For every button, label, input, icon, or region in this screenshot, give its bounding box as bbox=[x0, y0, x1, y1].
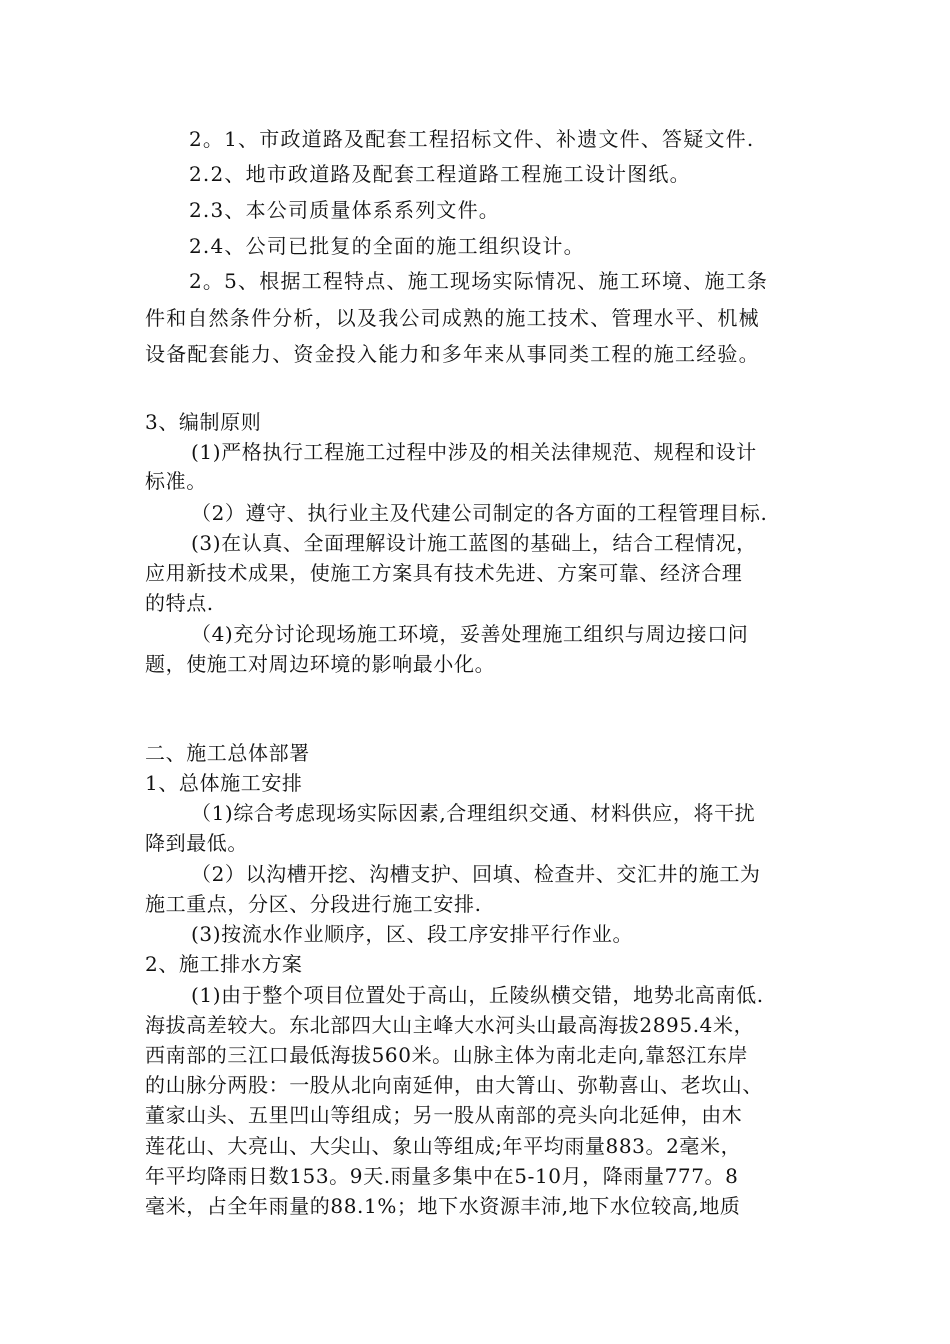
principle-4-line: 题，使施工对周边环境的影响最小化。 bbox=[145, 652, 496, 676]
ref-item-2-2: 2.2、地市政道路及配套工程道路工程施工设计图纸。 bbox=[189, 162, 691, 186]
subheading-drainage-plan: 2、施工排水方案 bbox=[145, 952, 303, 976]
arrangement-1-line: （1)综合考虑现场实际因素,合理组织交通、材料供应，将干扰 bbox=[191, 801, 756, 825]
drainage-1-line: (1)由于整个项目位置处于高山，丘陵纵横交错，地势北高南低. bbox=[191, 983, 764, 1007]
principle-2: （2）遵守、执行业主及代建公司制定的各方面的工程管理目标. bbox=[191, 501, 768, 525]
ref-item-2-5-line: 设备配套能力、资金投入能力和多年来从事同类工程的施工经验。 bbox=[145, 342, 760, 366]
principle-3-line: 应用新技术成果，使施工方案具有技术先进、方案可靠、经济合理 bbox=[145, 561, 743, 585]
arrangement-2-line: 施工重点，分区、分段进行施工安排. bbox=[145, 892, 482, 916]
principle-1-line: (1)严格执行工程施工过程中涉及的相关法律规范、规程和设计 bbox=[191, 440, 757, 464]
section-heading-principles: 3、编制原则 bbox=[145, 410, 262, 434]
principle-3-line: 的特点. bbox=[145, 591, 214, 615]
drainage-1-line: 西南部的三江口最低海拔560米。山脉主体为南北走向,靠怒江东岸 bbox=[145, 1043, 749, 1067]
drainage-1-line: 莲花山、大亮山、大尖山、象山等组成;年平均雨量883。2毫米， bbox=[145, 1134, 742, 1158]
ref-item-2-1: 2。1、市政道路及配套工程招标文件、补遗文件、答疑文件. bbox=[189, 127, 755, 151]
principle-3-line: (3)在认真、全面理解设计施工蓝图的基础上，结合工程情况， bbox=[191, 531, 757, 555]
drainage-1-line: 海拔高差较大。东北部四大山主峰大水河头山最高海拔2895.4米， bbox=[145, 1013, 755, 1037]
subheading-overall-arrangement: 1、总体施工安排 bbox=[145, 771, 303, 795]
arrangement-3: (3)按流水作业顺序，区、段工序安排平行作业。 bbox=[191, 922, 634, 946]
principle-1-line: 标准。 bbox=[145, 469, 207, 493]
ref-item-2-5-line: 件和自然条件分析，以及我公司成熟的施工技术、管理水平、机械 bbox=[145, 306, 760, 330]
section-heading-deployment: 二、施工总体部署 bbox=[145, 741, 310, 765]
drainage-1-line: 的山脉分两股：一股从北向南延伸，由大箐山、弥勒喜山、老坎山、 bbox=[145, 1073, 763, 1097]
ref-item-2-5-line: 2。5、根据工程特点、施工现场实际情况、施工环境、施工条 bbox=[189, 269, 769, 293]
drainage-1-line: 毫米，占全年雨量的88.1%；地下水资源丰沛,地下水位较高,地质 bbox=[145, 1194, 741, 1218]
ref-item-2-3: 2.3、本公司质量体系系列文件。 bbox=[189, 198, 501, 222]
arrangement-1-line: 降到最低。 bbox=[145, 831, 248, 855]
arrangement-2-line: （2）以沟槽开挖、沟槽支护、回填、检查井、交汇井的施工为 bbox=[191, 862, 761, 886]
ref-item-2-4: 2.4、公司已批复的全面的施工组织设计。 bbox=[189, 234, 585, 258]
drainage-1-line: 年平均降雨日数153。9天.雨量多集中在5-10月，降雨量777。8 bbox=[145, 1164, 739, 1188]
drainage-1-line: 董家山头、五里凹山等组成；另一股从南部的亮头向北延伸，由木 bbox=[145, 1103, 743, 1127]
principle-4-line: （4)充分讨论现场施工环境，妥善处理施工组织与周边接口问 bbox=[191, 622, 749, 646]
